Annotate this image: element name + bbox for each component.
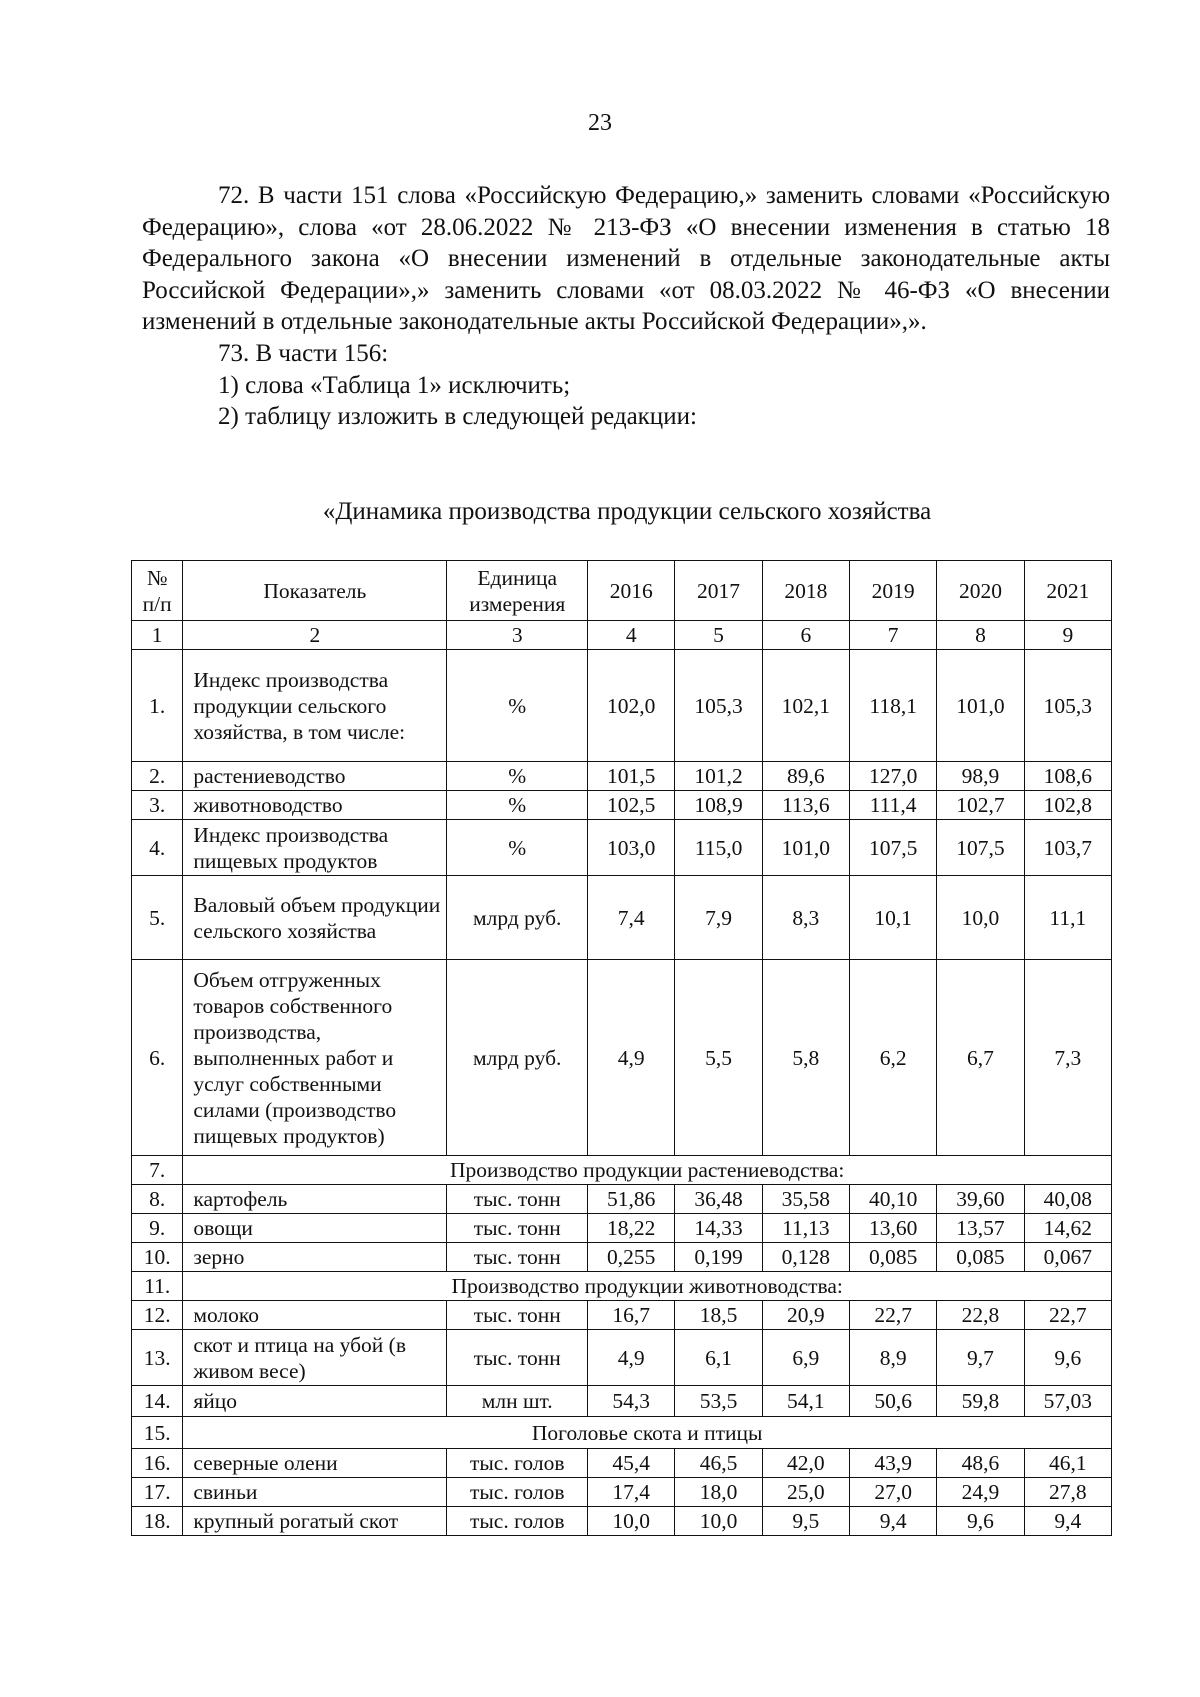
header-year: 2018 — [762, 561, 849, 621]
value-cell: 54,1 — [762, 1386, 849, 1417]
value-cell: 45,4 — [588, 1449, 675, 1478]
value-cell: 102,0 — [588, 650, 675, 762]
value-cell: 27,8 — [1024, 1478, 1111, 1507]
table-header-row — [132, 561, 1112, 621]
value-cell: 57,03 — [1024, 1386, 1111, 1417]
value-cell: 101,2 — [675, 762, 762, 791]
row-number: 13. — [132, 1330, 183, 1386]
paragraph-73: 73. В части 156: — [218, 339, 389, 367]
value-cell: 6,7 — [937, 960, 1024, 1156]
unit-cell: тыс. тонн — [447, 1243, 588, 1272]
value-cell: 42,0 — [762, 1449, 849, 1478]
row-number: 16. — [132, 1449, 183, 1478]
value-cell: 36,48 — [675, 1185, 762, 1214]
row-number: 1. — [132, 650, 183, 762]
value-cell: 115,0 — [675, 820, 762, 876]
indicator-name: картофель — [183, 1185, 447, 1214]
value-cell: 43,9 — [850, 1449, 937, 1478]
value-cell: 0,255 — [588, 1243, 675, 1272]
value-cell: 103,7 — [1024, 820, 1111, 876]
value-cell: 105,3 — [1024, 650, 1111, 762]
row-number: 17. — [132, 1478, 183, 1507]
value-cell: 4,9 — [588, 960, 675, 1156]
value-cell: 108,9 — [675, 791, 762, 820]
table-row — [132, 960, 1112, 1156]
value-cell: 14,62 — [1024, 1214, 1111, 1243]
indicator-name: Объем отгруженных товаров собственного производства, выполненных работ и услуг собственными силами (производство пищевых продуктов) — [183, 960, 447, 1156]
value-cell: 102,7 — [937, 791, 1024, 820]
row-number: 2. — [132, 762, 183, 791]
header-year: 2017 — [675, 561, 762, 621]
value-cell: 54,3 — [588, 1386, 675, 1417]
row-number: 14. — [132, 1386, 183, 1417]
value-cell: 27,0 — [850, 1478, 937, 1507]
table-body — [132, 650, 1112, 1536]
value-cell: 8,3 — [762, 876, 849, 960]
column-number: 9 — [1024, 621, 1111, 650]
value-cell: 39,60 — [937, 1185, 1024, 1214]
value-cell: 0,085 — [850, 1243, 937, 1272]
table-section-row — [132, 1156, 1112, 1185]
page-number: 23 — [588, 110, 612, 136]
unit-cell: млрд руб. — [447, 876, 588, 960]
unit-cell: тыс. голов — [447, 1449, 588, 1478]
value-cell: 9,6 — [937, 1507, 1024, 1536]
indicator-name: свиньи — [183, 1478, 447, 1507]
value-cell: 101,0 — [762, 820, 849, 876]
value-cell: 9,4 — [1024, 1507, 1111, 1536]
value-cell: 127,0 — [850, 762, 937, 791]
table-row — [132, 1449, 1112, 1478]
indicator-name: Индекс производства пищевых продуктов — [183, 820, 447, 876]
value-cell: 35,58 — [762, 1185, 849, 1214]
value-cell: 6,2 — [850, 960, 937, 1156]
value-cell: 107,5 — [850, 820, 937, 876]
value-cell: 13,57 — [937, 1214, 1024, 1243]
value-cell: 101,0 — [937, 650, 1024, 762]
value-cell: 103,0 — [588, 820, 675, 876]
value-cell: 4,9 — [588, 1330, 675, 1386]
indicator-name: растениеводство — [183, 762, 447, 791]
row-number: 6. — [132, 960, 183, 1156]
value-cell: 11,1 — [1024, 876, 1111, 960]
column-number: 2 — [183, 621, 447, 650]
value-cell: 111,4 — [850, 791, 937, 820]
unit-cell: тыс. голов — [447, 1478, 588, 1507]
header-year: 2020 — [937, 561, 1024, 621]
row-number: 18. — [132, 1507, 183, 1536]
header-unit: Единица измерения — [447, 561, 588, 621]
unit-cell: млрд руб. — [447, 960, 588, 1156]
indicator-name: яйцо — [183, 1386, 447, 1417]
paragraph-72: 72. В части 151 слова «Российскую Федерацию,» заменить словами «Российскую Федерацию», слова «от 28.06.2022 № 213-ФЗ «О внесении изменения в статью 18 Федерального закона «О внесении изменений в отдельные законодательные акты Российской Федерации»,» заменить словами «от 08.03.2022 № 46-ФЗ «О внесении изменений в отдельные законодательные акты Российской Федерации»,». — [142, 182, 1110, 336]
value-cell: 18,22 — [588, 1214, 675, 1243]
value-cell: 22,8 — [937, 1301, 1024, 1330]
table-row — [132, 1478, 1112, 1507]
table-row — [132, 1330, 1112, 1386]
header-indicator: Показатель — [183, 561, 447, 621]
value-cell: 10,0 — [937, 876, 1024, 960]
column-number: 6 — [762, 621, 849, 650]
value-cell: 105,3 — [675, 650, 762, 762]
table-row — [132, 1507, 1112, 1536]
value-cell: 6,1 — [675, 1330, 762, 1386]
unit-cell: тыс. тонн — [447, 1301, 588, 1330]
amendment-text — [142, 180, 1110, 433]
value-cell: 0,199 — [675, 1243, 762, 1272]
table-caption: «Динамика производства продукции сельского хозяйства — [322, 498, 932, 525]
value-cell: 10,1 — [850, 876, 937, 960]
value-cell: 113,6 — [762, 791, 849, 820]
value-cell: 9,7 — [937, 1330, 1024, 1386]
value-cell: 22,7 — [850, 1301, 937, 1330]
row-number: 15. — [132, 1417, 183, 1449]
column-number: 3 — [447, 621, 588, 650]
value-cell: 89,6 — [762, 762, 849, 791]
paragraph-73-item-2: 2) таблицу изложить в следующей редакции: — [218, 403, 697, 431]
table-row — [132, 762, 1112, 791]
column-number: 7 — [850, 621, 937, 650]
value-cell: 101,5 — [588, 762, 675, 791]
unit-cell: % — [447, 762, 588, 791]
unit-cell: % — [447, 791, 588, 820]
header-num: № п/п — [132, 561, 183, 621]
value-cell: 14,33 — [675, 1214, 762, 1243]
table-row — [132, 876, 1112, 960]
unit-cell: тыс. голов — [447, 1507, 588, 1536]
value-cell: 53,5 — [675, 1386, 762, 1417]
indicator-name: овощи — [183, 1214, 447, 1243]
value-cell: 0,067 — [1024, 1243, 1111, 1272]
value-cell: 46,5 — [675, 1449, 762, 1478]
value-cell: 9,5 — [762, 1507, 849, 1536]
value-cell: 11,13 — [762, 1214, 849, 1243]
indicator-name: зерно — [183, 1243, 447, 1272]
value-cell: 7,3 — [1024, 960, 1111, 1156]
value-cell: 107,5 — [937, 820, 1024, 876]
row-number: 8. — [132, 1185, 183, 1214]
value-cell: 98,9 — [937, 762, 1024, 791]
indicator-name: скот и птица на убой (в живом весе) — [183, 1330, 447, 1386]
indicator-name: животноводство — [183, 791, 447, 820]
value-cell: 13,60 — [850, 1214, 937, 1243]
value-cell: 9,6 — [1024, 1330, 1111, 1386]
value-cell: 108,6 — [1024, 762, 1111, 791]
value-cell: 40,10 — [850, 1185, 937, 1214]
value-cell: 102,1 — [762, 650, 849, 762]
value-cell: 5,5 — [675, 960, 762, 1156]
section-title: Производство продукции растениеводства: — [183, 1156, 1112, 1185]
value-cell: 18,5 — [675, 1301, 762, 1330]
value-cell: 10,0 — [675, 1507, 762, 1536]
paragraph-73-item-1: 1) слова «Таблица 1» исключить; — [218, 371, 571, 399]
value-cell: 17,4 — [588, 1478, 675, 1507]
table-row — [132, 1243, 1112, 1272]
value-cell: 118,1 — [850, 650, 937, 762]
section-title: Поголовье скота и птицы — [183, 1417, 1112, 1449]
agriculture-production-table — [131, 560, 1112, 1536]
value-cell: 0,085 — [937, 1243, 1024, 1272]
value-cell: 10,0 — [588, 1507, 675, 1536]
column-number: 5 — [675, 621, 762, 650]
column-number: 4 — [588, 621, 675, 650]
column-number: 1 — [132, 621, 183, 650]
column-number-row — [132, 621, 1112, 650]
table-section-row — [132, 1272, 1112, 1301]
value-cell: 6,9 — [762, 1330, 849, 1386]
column-number: 8 — [937, 621, 1024, 650]
value-cell: 20,9 — [762, 1301, 849, 1330]
value-cell: 102,5 — [588, 791, 675, 820]
header-year: 2021 — [1024, 561, 1111, 621]
value-cell: 0,128 — [762, 1243, 849, 1272]
indicator-name: молоко — [183, 1301, 447, 1330]
row-number: 12. — [132, 1301, 183, 1330]
unit-cell: % — [447, 650, 588, 762]
section-title: Производство продукции животноводства: — [183, 1272, 1112, 1301]
value-cell: 50,6 — [850, 1386, 937, 1417]
table-row — [132, 1214, 1112, 1243]
indicator-name: крупный рогатый скот — [183, 1507, 447, 1536]
unit-cell: тыс. тонн — [447, 1185, 588, 1214]
unit-cell: млн шт. — [447, 1386, 588, 1417]
value-cell: 9,4 — [850, 1507, 937, 1536]
value-cell: 8,9 — [850, 1330, 937, 1386]
value-cell: 102,8 — [1024, 791, 1111, 820]
table-row — [132, 1301, 1112, 1330]
value-cell: 46,1 — [1024, 1449, 1111, 1478]
table-row — [132, 650, 1112, 762]
row-number: 4. — [132, 820, 183, 876]
value-cell: 51,86 — [588, 1185, 675, 1214]
unit-cell: % — [447, 820, 588, 876]
value-cell: 18,0 — [675, 1478, 762, 1507]
value-cell: 24,9 — [937, 1478, 1024, 1507]
row-number: 11. — [132, 1272, 183, 1301]
table-row — [132, 1185, 1112, 1214]
value-cell: 7,4 — [588, 876, 675, 960]
value-cell: 5,8 — [762, 960, 849, 1156]
header-year: 2016 — [588, 561, 675, 621]
value-cell: 7,9 — [675, 876, 762, 960]
row-number: 7. — [132, 1156, 183, 1185]
value-cell: 48,6 — [937, 1449, 1024, 1478]
row-number: 5. — [132, 876, 183, 960]
table-row — [132, 791, 1112, 820]
value-cell: 25,0 — [762, 1478, 849, 1507]
header-year: 2019 — [850, 561, 937, 621]
row-number: 3. — [132, 791, 183, 820]
indicator-name: Индекс производства продукции сельского хозяйства, в том числе: — [183, 650, 447, 762]
unit-cell: тыс. тонн — [447, 1214, 588, 1243]
value-cell: 59,8 — [937, 1386, 1024, 1417]
table-row — [132, 820, 1112, 876]
table-section-row — [132, 1417, 1112, 1449]
indicator-name: Валовый объем продукции сельского хозяйства — [183, 876, 447, 960]
indicator-name: северные олени — [183, 1449, 447, 1478]
row-number: 10. — [132, 1243, 183, 1272]
value-cell: 40,08 — [1024, 1185, 1111, 1214]
table-row — [132, 1386, 1112, 1417]
unit-cell: тыс. тонн — [447, 1330, 588, 1386]
row-number: 9. — [132, 1214, 183, 1243]
value-cell: 22,7 — [1024, 1301, 1111, 1330]
value-cell: 16,7 — [588, 1301, 675, 1330]
